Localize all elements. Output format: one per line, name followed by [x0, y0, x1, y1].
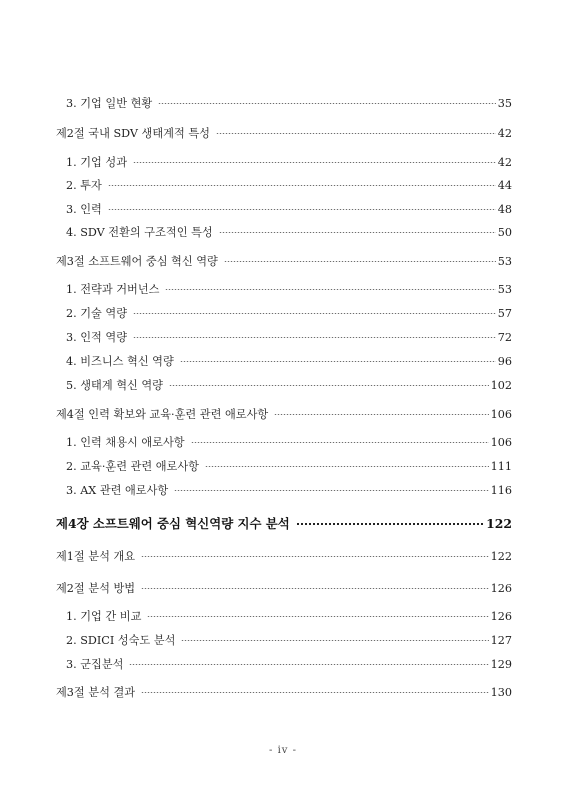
toc-subsection-entry[interactable]: [66, 654, 512, 672]
dot-leader: [274, 404, 488, 418]
toc-entry-label: 제3절 소프트웨어 중심 혁신 역량: [56, 255, 218, 268]
toc-section-entry[interactable]: [56, 546, 512, 564]
dot-leader: [224, 251, 496, 265]
toc-entry-label: 4. 비즈니스 혁신 역량: [66, 355, 174, 368]
toc-entry-label: 2. 투자: [66, 179, 102, 192]
toc-subsection-entry[interactable]: [66, 199, 512, 217]
dot-leader: [165, 279, 495, 293]
dot-leader: [129, 654, 488, 668]
toc-subsection-entry[interactable]: [66, 480, 512, 498]
toc-entry-label: 2. SDICI 성숙도 분석: [66, 634, 176, 647]
dot-leader: [141, 578, 489, 592]
toc-entry-label: 5. 생태계 혁신 역량: [66, 379, 163, 392]
dot-leader: [174, 480, 488, 494]
dot-leader: [108, 175, 496, 189]
toc-entry-label: 2. 교육·훈련 관련 애로사항: [66, 460, 199, 473]
toc-section-entry[interactable]: [56, 682, 512, 700]
toc-subsection-entry[interactable]: [66, 630, 512, 648]
toc-entry-page-number: 48: [497, 203, 512, 216]
toc-subsection-entry[interactable]: [66, 327, 512, 345]
toc-entry-page-number: 53: [497, 283, 512, 296]
toc-entry-label: 제3절 분석 결과: [56, 686, 136, 699]
toc-subsection-entry[interactable]: [66, 279, 512, 297]
toc-subsection-entry[interactable]: [66, 432, 512, 450]
toc-section-entry[interactable]: [56, 251, 512, 269]
dot-leader: [180, 351, 496, 365]
toc-entry-page-number: 57: [497, 307, 512, 320]
toc-entry-page-number: 72: [497, 331, 512, 344]
toc-entry-page-number: 50: [497, 226, 512, 239]
dot-leader: [141, 546, 489, 560]
toc-section-entry[interactable]: [56, 578, 512, 596]
dot-leader: [158, 93, 496, 107]
toc-entry-label: 3. 군집분석: [66, 658, 124, 671]
dot-leader: [169, 375, 489, 389]
toc-subsection-entry[interactable]: [66, 606, 512, 624]
toc-subsection-entry[interactable]: [66, 175, 512, 193]
page-number-footer: - iv -: [269, 745, 297, 756]
toc-chapter-entry[interactable]: [56, 514, 512, 531]
toc-entry-page-number: 126: [490, 582, 512, 595]
toc-entry-page-number: 42: [497, 127, 512, 140]
toc-entry-page-number: 96: [497, 355, 512, 368]
toc-entry-page-number: 127: [490, 634, 512, 647]
toc-entry-label: 1. 인력 채용시 애로사항: [66, 436, 185, 449]
toc-entry-label: 3. AX 관련 애로사항: [66, 484, 169, 497]
dot-leader: [133, 303, 496, 317]
toc-entry-page-number: 53: [497, 255, 512, 268]
toc-entry-label: 제4장 소프트웨어 중심 혁신역량 지수 분석: [56, 516, 290, 531]
toc-entry-page-number: 126: [490, 610, 512, 623]
dot-leader: [108, 199, 496, 213]
dot-leader: [296, 514, 484, 528]
toc-entry-page-number: 42: [497, 156, 512, 169]
toc-entry-label: 4. SDV 전환의 구조적인 특성: [66, 226, 213, 239]
toc-entry-label: 1. 기업 성과: [66, 156, 128, 169]
toc-entry-label: 제2절 분석 방법: [56, 582, 136, 595]
toc-subsection-entry[interactable]: [66, 93, 512, 111]
toc-subsection-entry[interactable]: [66, 152, 512, 170]
toc-entry-page-number: 122: [486, 516, 512, 531]
dot-leader: [205, 456, 489, 470]
toc-entry-page-number: 111: [490, 460, 512, 473]
toc-subsection-entry[interactable]: [66, 303, 512, 321]
dot-leader: [181, 630, 488, 644]
toc-subsection-entry[interactable]: [66, 375, 512, 393]
toc-entry-label: 1. 전략과 거버넌스: [66, 283, 160, 296]
toc-entry-page-number: 35: [497, 97, 512, 110]
toc-subsection-entry[interactable]: [66, 456, 512, 474]
toc-section-entry[interactable]: [56, 404, 512, 422]
toc-entry-page-number: 106: [490, 436, 512, 449]
toc-entry-page-number: 122: [490, 550, 512, 563]
dot-leader: [147, 606, 488, 620]
toc-entry-page-number: 106: [490, 408, 512, 421]
toc-entry-label: 3. 기업 일반 현황: [66, 97, 153, 110]
toc-subsection-entry[interactable]: [66, 222, 512, 240]
toc-entry-page-number: 102: [490, 379, 512, 392]
dot-leader: [141, 682, 489, 696]
dot-leader: [191, 432, 489, 446]
toc-entry-label: 3. 인력: [66, 203, 102, 216]
toc-entry-page-number: 130: [490, 686, 512, 699]
toc-entry-label: 2. 기술 역량: [66, 307, 128, 320]
dot-leader: [216, 123, 496, 137]
dot-leader: [133, 327, 496, 341]
dot-leader: [133, 152, 496, 166]
toc-entry-label: 3. 인적 역량: [66, 331, 128, 344]
toc-section-entry[interactable]: [56, 123, 512, 141]
toc-entry-label: 제1절 분석 개요: [56, 550, 136, 563]
toc-entry-page-number: 129: [490, 658, 512, 671]
dot-leader: [219, 222, 496, 236]
toc-subsection-entry[interactable]: [66, 351, 512, 369]
toc-entry-label: 제4절 인력 확보와 교육·훈련 관련 애로사항: [56, 408, 269, 421]
toc-entry-label: 1. 기업 간 비교: [66, 610, 142, 623]
toc-entry-page-number: 44: [497, 179, 512, 192]
toc-entry-page-number: 116: [490, 484, 512, 497]
toc-entry-label: 제2절 국내 SDV 생태계적 특성: [56, 127, 210, 140]
